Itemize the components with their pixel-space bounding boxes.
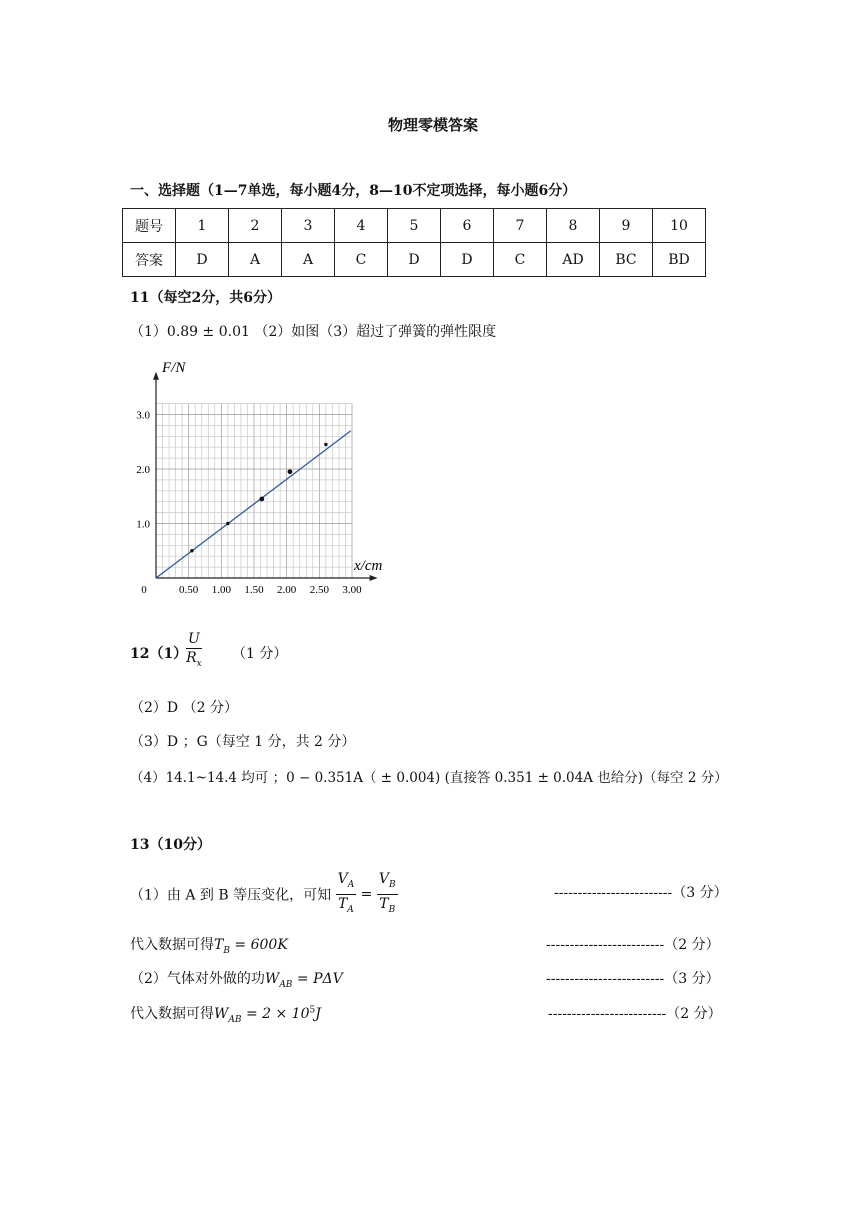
x-tick-label: 1.00	[211, 584, 231, 596]
y-axis-label: F/N	[162, 360, 186, 376]
table-row-answers	[123, 243, 706, 277]
table-cell: 3	[282, 209, 335, 243]
table-cell: 10	[653, 209, 706, 243]
table-cell: 2	[229, 209, 282, 243]
row-label-number: 题号	[123, 209, 176, 243]
data-point	[288, 469, 293, 474]
y-tick-label: 3.0	[136, 409, 150, 422]
x-tick-label: 3.00	[342, 584, 362, 596]
chart-axes	[153, 372, 378, 581]
table-cell: 9	[600, 209, 653, 243]
q13-score2: -------------------------（2 分）	[546, 937, 720, 953]
q12-line3: （3）D ；G（每空 1 分，共 2 分）	[130, 734, 356, 750]
q11-heading: 11（每空2分，共6分）	[130, 290, 281, 306]
q13-line2: 代入数据可得$T_B = 600K$	[130, 937, 288, 956]
frac-denominator: $R_x$	[186, 650, 202, 669]
answer-table	[122, 208, 706, 277]
section1-heading: 一、选择题（1—7单选，每小题4分，8—10不定项选择，每小题6分）	[130, 183, 577, 199]
q13-line3: （2）气体对外做的功$W_{AB} = P\Delta V$	[130, 971, 343, 990]
q13-line4: 代入数据可得$W_{AB} = 2 \times 10^5J$	[130, 1005, 321, 1025]
y-axis-arrow	[153, 372, 159, 380]
q13-score1: -------------------------（3 分）	[554, 885, 728, 901]
table-cell: C	[335, 243, 388, 277]
data-point	[324, 443, 327, 446]
q13-score4: -------------------------（2 分）	[548, 1006, 722, 1022]
table-cell: C	[494, 243, 547, 277]
x-tick-label: 2.00	[277, 584, 297, 596]
data-point	[259, 497, 264, 502]
table-cell: 7	[494, 209, 547, 243]
table-cell: D	[176, 243, 229, 277]
table-cell: D	[441, 243, 494, 277]
x-tick-label: 0.50	[179, 584, 199, 596]
table-cell: BC	[600, 243, 653, 277]
q12-fraction	[186, 630, 202, 673]
page-title: 物理零模答案	[388, 116, 479, 134]
table-row-numbers	[123, 209, 706, 243]
data-point	[226, 522, 229, 525]
chart-grid	[156, 404, 352, 578]
table-cell: 8	[547, 209, 600, 243]
q13-heading: 13（10分）	[130, 837, 211, 853]
table-cell: A	[229, 243, 282, 277]
y-tick-label: 1.0	[136, 518, 150, 531]
q12-line2: （2）D （2 分）	[130, 700, 238, 716]
table-cell: 4	[335, 209, 388, 243]
x-axis-arrow	[370, 575, 378, 581]
x-tick-label: 2.50	[309, 584, 329, 596]
x-tick-label: 0	[141, 584, 147, 596]
table-cell: 1	[176, 209, 229, 243]
frac-vb-tb: $\frac{V_B}{T_B}$	[378, 871, 396, 915]
frac-numerator: U	[188, 631, 200, 647]
force-extension-chart	[128, 352, 418, 602]
table-cell: D	[388, 243, 441, 277]
table-cell: BD	[653, 243, 706, 277]
x-axis-label: x/cm	[354, 558, 383, 574]
frac-va-ta: $\frac{V_A}{T_A}$	[337, 871, 355, 915]
q13-score3: -------------------------（3 分）	[546, 971, 720, 987]
table-cell: 6	[441, 209, 494, 243]
q12-line4: （4）14.1~14.4 均可 ；0 − 0.351A（ ± 0.004) (直接答 0.351 ± 0.04A 也给分)（每空 2 分）	[130, 770, 728, 786]
q12-score1: （1 分）	[232, 646, 288, 662]
q12-label: 12（1）	[130, 646, 188, 662]
x-tick-label: 1.50	[244, 584, 264, 596]
q13-line1: （1）由 A 到 B 等压变化，可知 $\frac{V_A}{T_A}$ = $\frac{V_B}{T_B}$	[130, 870, 398, 919]
table-cell: 5	[388, 209, 441, 243]
q11-line: （1）0.89 ± 0.01 （2）如图（3）超过了弹簧的弹性限度	[130, 324, 497, 340]
data-point	[190, 549, 193, 552]
row-label-answer: 答案	[123, 243, 176, 277]
table-cell: AD	[547, 243, 600, 277]
table-cell: A	[282, 243, 335, 277]
y-tick-label: 2.0	[136, 464, 150, 476]
